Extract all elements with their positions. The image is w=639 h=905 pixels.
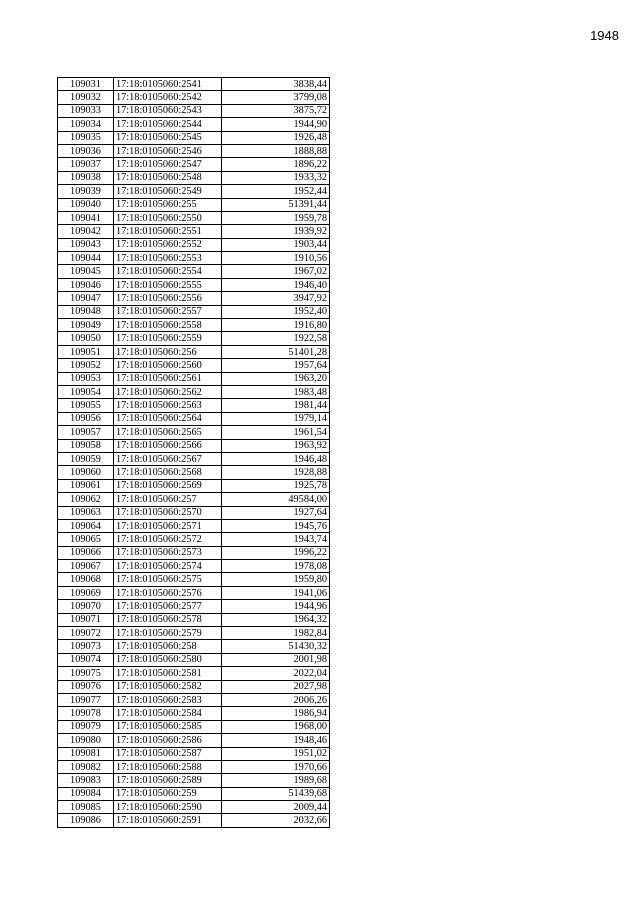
cadastral-number-cell: 17:18:0105060:258 [114, 640, 222, 653]
table-row [58, 801, 330, 814]
table-row [58, 171, 330, 184]
value-cell: 2001,98 [222, 653, 330, 666]
cadastral-number-cell: 17:18:0105060:2582 [114, 680, 222, 693]
row-number-cell: 109033 [58, 104, 114, 117]
cadastral-number-cell: 17:18:0105060:257 [114, 493, 222, 506]
cadastral-number-cell: 17:18:0105060:2577 [114, 600, 222, 613]
value-cell: 1922,58 [222, 332, 330, 345]
row-number-cell: 109084 [58, 787, 114, 800]
row-number-cell: 109050 [58, 332, 114, 345]
value-cell: 1948,46 [222, 734, 330, 747]
value-cell: 1952,44 [222, 185, 330, 198]
table-row [58, 667, 330, 680]
row-number-cell: 109052 [58, 359, 114, 372]
value-cell: 1989,68 [222, 774, 330, 787]
value-cell: 2022,04 [222, 667, 330, 680]
cadastral-number-cell: 17:18:0105060:2591 [114, 814, 222, 827]
row-number-cell: 109035 [58, 131, 114, 144]
row-number-cell: 109051 [58, 345, 114, 358]
cadastral-number-cell: 17:18:0105060:2567 [114, 452, 222, 465]
table-row [58, 198, 330, 211]
row-number-cell: 109063 [58, 506, 114, 519]
row-number-cell: 109058 [58, 439, 114, 452]
table-row [58, 278, 330, 291]
table-row [58, 91, 330, 104]
table-row [58, 439, 330, 452]
value-cell: 1903,44 [222, 238, 330, 251]
cadastral-number-cell: 17:18:0105060:2584 [114, 707, 222, 720]
row-number-cell: 109078 [58, 707, 114, 720]
value-cell: 3799,08 [222, 91, 330, 104]
value-cell: 3838,44 [222, 78, 330, 91]
row-number-cell: 109079 [58, 720, 114, 733]
cadastral-number-cell: 17:18:0105060:2564 [114, 412, 222, 425]
cadastral-number-cell: 17:18:0105060:259 [114, 787, 222, 800]
table-row [58, 653, 330, 666]
table-row [58, 399, 330, 412]
cadastral-number-cell: 17:18:0105060:2547 [114, 158, 222, 171]
value-cell: 1959,80 [222, 573, 330, 586]
value-cell: 1896,22 [222, 158, 330, 171]
value-cell: 1978,08 [222, 560, 330, 573]
table-row [58, 292, 330, 305]
table-row [58, 519, 330, 532]
value-cell: 1951,02 [222, 747, 330, 760]
data-table [57, 77, 330, 828]
table-row [58, 533, 330, 546]
value-cell: 2009,44 [222, 801, 330, 814]
row-number-cell: 109054 [58, 385, 114, 398]
row-number-cell: 109074 [58, 653, 114, 666]
table-row [58, 787, 330, 800]
row-number-cell: 109073 [58, 640, 114, 653]
table-row [58, 640, 330, 653]
row-number-cell: 109045 [58, 265, 114, 278]
table-row [58, 185, 330, 198]
cadastral-number-cell: 17:18:0105060:2548 [114, 171, 222, 184]
table-row [58, 747, 330, 760]
row-number-cell: 109037 [58, 158, 114, 171]
table-row [58, 734, 330, 747]
value-cell: 1957,64 [222, 359, 330, 372]
cadastral-number-cell: 17:18:0105060:2570 [114, 506, 222, 519]
cadastral-number-cell: 17:18:0105060:2578 [114, 613, 222, 626]
value-cell: 2006,26 [222, 693, 330, 706]
value-cell: 1996,22 [222, 546, 330, 559]
cadastral-number-cell: 17:18:0105060:2588 [114, 760, 222, 773]
value-cell: 1939,92 [222, 225, 330, 238]
row-number-cell: 109086 [58, 814, 114, 827]
row-number-cell: 109060 [58, 466, 114, 479]
value-cell: 1943,74 [222, 533, 330, 546]
row-number-cell: 109042 [58, 225, 114, 238]
table-row [58, 104, 330, 117]
cadastral-number-cell: 17:18:0105060:2541 [114, 78, 222, 91]
row-number-cell: 109071 [58, 613, 114, 626]
table-row [58, 345, 330, 358]
value-cell: 1945,76 [222, 519, 330, 532]
cadastral-number-cell: 17:18:0105060:2581 [114, 667, 222, 680]
value-cell: 1933,32 [222, 171, 330, 184]
value-cell: 1963,20 [222, 372, 330, 385]
cadastral-number-cell: 17:18:0105060:2579 [114, 627, 222, 640]
table-row [58, 372, 330, 385]
row-number-cell: 109066 [58, 546, 114, 559]
cadastral-number-cell: 17:18:0105060:2566 [114, 439, 222, 452]
value-cell: 1944,90 [222, 118, 330, 131]
table-row [58, 426, 330, 439]
value-cell: 1981,44 [222, 399, 330, 412]
cadastral-number-cell: 17:18:0105060:2556 [114, 292, 222, 305]
cadastral-number-cell: 17:18:0105060:2549 [114, 185, 222, 198]
cadastral-number-cell: 17:18:0105060:2552 [114, 238, 222, 251]
cadastral-number-cell: 17:18:0105060:256 [114, 345, 222, 358]
value-cell: 1888,88 [222, 144, 330, 157]
cadastral-number-cell: 17:18:0105060:2568 [114, 466, 222, 479]
value-cell: 2027,98 [222, 680, 330, 693]
row-number-cell: 109031 [58, 78, 114, 91]
row-number-cell: 109075 [58, 667, 114, 680]
value-cell: 1983,48 [222, 385, 330, 398]
cadastral-number-cell: 17:18:0105060:2590 [114, 801, 222, 814]
value-cell: 51439,68 [222, 787, 330, 800]
cadastral-number-cell: 17:18:0105060:2544 [114, 118, 222, 131]
value-cell: 1925,78 [222, 479, 330, 492]
value-cell: 1959,78 [222, 211, 330, 224]
row-number-cell: 109040 [58, 198, 114, 211]
table-row [58, 332, 330, 345]
table-row [58, 573, 330, 586]
row-number-cell: 109076 [58, 680, 114, 693]
row-number-cell: 109038 [58, 171, 114, 184]
row-number-cell: 109065 [58, 533, 114, 546]
value-cell: 51391,44 [222, 198, 330, 211]
table-row [58, 359, 330, 372]
cadastral-number-cell: 17:18:0105060:2571 [114, 519, 222, 532]
page-number: 1948 [590, 28, 619, 43]
value-cell: 1910,56 [222, 252, 330, 265]
table-row [58, 158, 330, 171]
row-number-cell: 109048 [58, 305, 114, 318]
row-number-cell: 109047 [58, 292, 114, 305]
table-row [58, 680, 330, 693]
cadastral-number-cell: 17:18:0105060:2583 [114, 693, 222, 706]
table-row [58, 707, 330, 720]
cadastral-number-cell: 17:18:0105060:2586 [114, 734, 222, 747]
table-row [58, 78, 330, 91]
row-number-cell: 109034 [58, 118, 114, 131]
value-cell: 2032,66 [222, 814, 330, 827]
cadastral-number-cell: 17:18:0105060:2550 [114, 211, 222, 224]
row-number-cell: 109067 [58, 560, 114, 573]
cadastral-number-cell: 17:18:0105060:2569 [114, 479, 222, 492]
row-number-cell: 109085 [58, 801, 114, 814]
value-cell: 1970,66 [222, 760, 330, 773]
table-row [58, 131, 330, 144]
cadastral-number-cell: 17:18:0105060:2576 [114, 586, 222, 599]
cadastral-number-cell: 17:18:0105060:2565 [114, 426, 222, 439]
row-number-cell: 109053 [58, 372, 114, 385]
table-row [58, 774, 330, 787]
row-number-cell: 109044 [58, 252, 114, 265]
table-row [58, 211, 330, 224]
table-row [58, 720, 330, 733]
value-cell: 1982,84 [222, 627, 330, 640]
row-number-cell: 109039 [58, 185, 114, 198]
value-cell: 1928,88 [222, 466, 330, 479]
cadastral-number-cell: 17:18:0105060:2555 [114, 278, 222, 291]
value-cell: 1941,06 [222, 586, 330, 599]
row-number-cell: 109070 [58, 600, 114, 613]
cadastral-number-cell: 17:18:0105060:2559 [114, 332, 222, 345]
row-number-cell: 109056 [58, 412, 114, 425]
cadastral-number-cell: 17:18:0105060:2553 [114, 252, 222, 265]
value-cell: 1946,48 [222, 452, 330, 465]
value-cell: 51430,32 [222, 640, 330, 653]
row-number-cell: 109057 [58, 426, 114, 439]
row-number-cell: 109036 [58, 144, 114, 157]
value-cell: 1961,54 [222, 426, 330, 439]
value-cell: 1986,94 [222, 707, 330, 720]
cadastral-number-cell: 17:18:0105060:2557 [114, 305, 222, 318]
cadastral-number-cell: 17:18:0105060:2587 [114, 747, 222, 760]
table-row [58, 412, 330, 425]
value-cell: 1946,40 [222, 278, 330, 291]
cadastral-number-cell: 17:18:0105060:2542 [114, 91, 222, 104]
row-number-cell: 109081 [58, 747, 114, 760]
row-number-cell: 109059 [58, 452, 114, 465]
cadastral-number-cell: 17:18:0105060:2575 [114, 573, 222, 586]
table-body [58, 78, 330, 828]
row-number-cell: 109069 [58, 586, 114, 599]
row-number-cell: 109032 [58, 91, 114, 104]
table-row [58, 760, 330, 773]
row-number-cell: 109082 [58, 760, 114, 773]
table-row [58, 627, 330, 640]
value-cell: 49584,00 [222, 493, 330, 506]
cadastral-number-cell: 17:18:0105060:2563 [114, 399, 222, 412]
table-row [58, 118, 330, 131]
value-cell: 1979,14 [222, 412, 330, 425]
cadastral-number-cell: 17:18:0105060:2554 [114, 265, 222, 278]
cadastral-number-cell: 17:18:0105060:2551 [114, 225, 222, 238]
value-cell: 3875,72 [222, 104, 330, 117]
cadastral-number-cell: 17:18:0105060:2546 [114, 144, 222, 157]
row-number-cell: 109080 [58, 734, 114, 747]
value-cell: 3947,92 [222, 292, 330, 305]
cadastral-number-cell: 17:18:0105060:2558 [114, 319, 222, 332]
cadastral-number-cell: 17:18:0105060:2580 [114, 653, 222, 666]
table-row [58, 506, 330, 519]
cadastral-number-cell: 17:18:0105060:2572 [114, 533, 222, 546]
table-row [58, 305, 330, 318]
cadastral-number-cell: 17:18:0105060:2562 [114, 385, 222, 398]
table-row [58, 493, 330, 506]
row-number-cell: 109077 [58, 693, 114, 706]
value-cell: 1916,80 [222, 319, 330, 332]
table-row [58, 600, 330, 613]
table-row [58, 613, 330, 626]
row-number-cell: 109041 [58, 211, 114, 224]
row-number-cell: 109043 [58, 238, 114, 251]
row-number-cell: 109083 [58, 774, 114, 787]
table-row [58, 466, 330, 479]
cadastral-number-cell: 17:18:0105060:2585 [114, 720, 222, 733]
value-cell: 1944,96 [222, 600, 330, 613]
row-number-cell: 109068 [58, 573, 114, 586]
cadastral-number-cell: 17:18:0105060:2573 [114, 546, 222, 559]
table-row [58, 265, 330, 278]
row-number-cell: 109049 [58, 319, 114, 332]
cadastral-number-cell: 17:18:0105060:2589 [114, 774, 222, 787]
cadastral-number-cell: 17:18:0105060:2574 [114, 560, 222, 573]
value-cell: 1963,92 [222, 439, 330, 452]
value-cell: 1952,40 [222, 305, 330, 318]
value-cell: 51401,28 [222, 345, 330, 358]
table-row [58, 385, 330, 398]
table-row [58, 144, 330, 157]
table-row [58, 225, 330, 238]
table-row [58, 560, 330, 573]
row-number-cell: 109061 [58, 479, 114, 492]
table-row [58, 479, 330, 492]
row-number-cell: 109046 [58, 278, 114, 291]
table-row [58, 452, 330, 465]
cadastral-number-cell: 17:18:0105060:2545 [114, 131, 222, 144]
cadastral-number-cell: 17:18:0105060:255 [114, 198, 222, 211]
value-cell: 1927,64 [222, 506, 330, 519]
value-cell: 1964,32 [222, 613, 330, 626]
value-cell: 1967,02 [222, 265, 330, 278]
value-cell: 1926,48 [222, 131, 330, 144]
row-number-cell: 109055 [58, 399, 114, 412]
row-number-cell: 109062 [58, 493, 114, 506]
table-row [58, 693, 330, 706]
table-row [58, 546, 330, 559]
row-number-cell: 109064 [58, 519, 114, 532]
value-cell: 1968,00 [222, 720, 330, 733]
table-row [58, 814, 330, 827]
table-row [58, 586, 330, 599]
cadastral-number-cell: 17:18:0105060:2560 [114, 359, 222, 372]
table-row [58, 252, 330, 265]
cadastral-number-cell: 17:18:0105060:2561 [114, 372, 222, 385]
cadastral-number-cell: 17:18:0105060:2543 [114, 104, 222, 117]
row-number-cell: 109072 [58, 627, 114, 640]
table-row [58, 319, 330, 332]
table-row [58, 238, 330, 251]
